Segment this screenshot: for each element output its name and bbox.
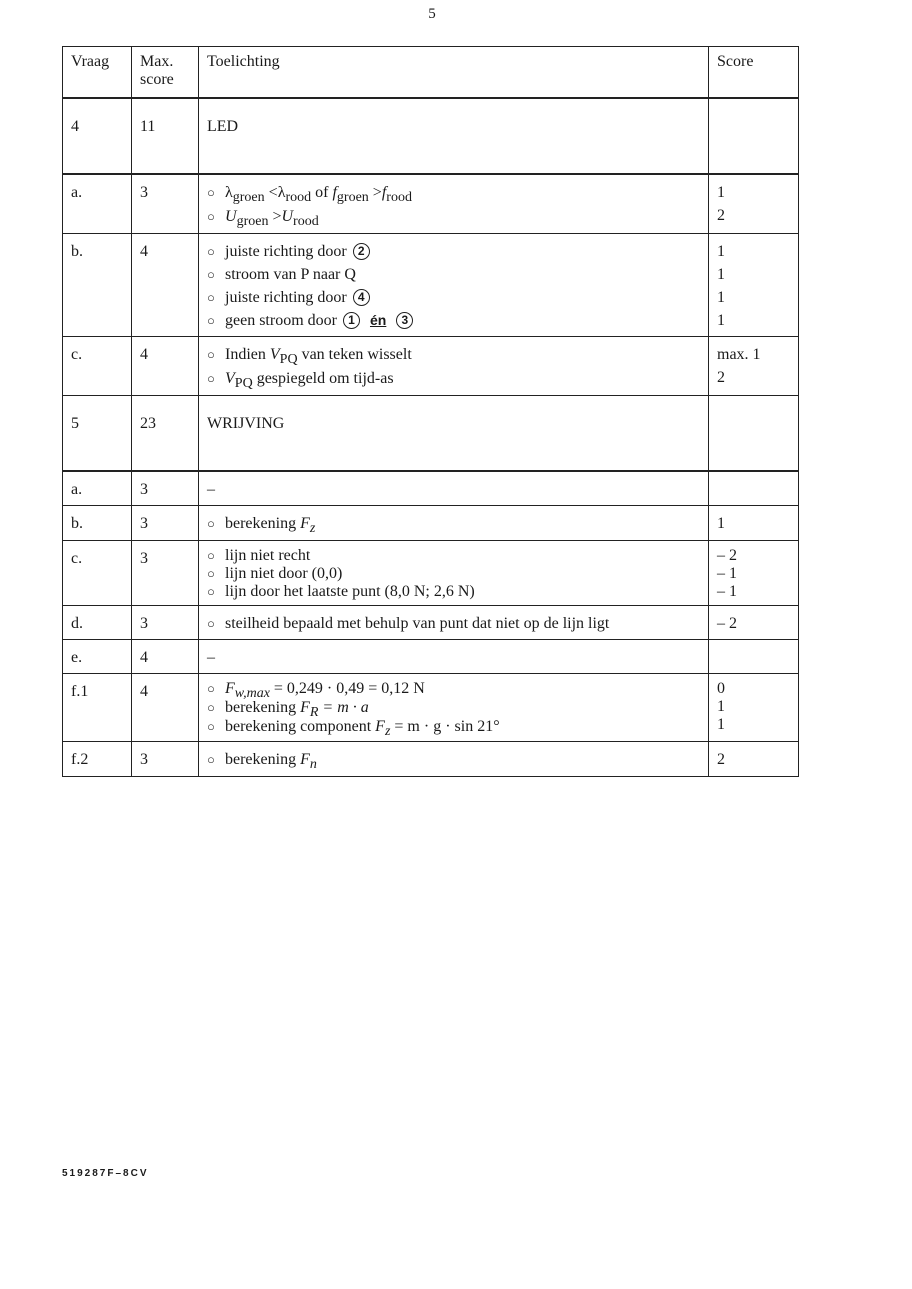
sub-max: 4 xyxy=(132,674,199,742)
bullet-icon: ○ xyxy=(207,267,215,282)
header-vraag: Vraag xyxy=(63,47,132,99)
criterion: ○ Ugroen >Urood xyxy=(207,205,700,229)
sub-label: b. xyxy=(63,234,132,337)
page-number: 5 xyxy=(428,6,436,22)
subquestion-row xyxy=(63,640,799,674)
subquestion-row xyxy=(63,606,799,640)
subquestion-row xyxy=(63,234,799,337)
bullet-icon: ○ xyxy=(207,566,215,581)
criteria: – xyxy=(199,640,709,674)
header-max-score: Max. score xyxy=(132,47,199,99)
bullet-icon: ○ xyxy=(207,548,215,563)
subquestion-row xyxy=(63,674,799,742)
bullet-icon: ○ xyxy=(207,681,215,696)
criterion: ○ steilheid bepaald met behulp van punt dat niet op de lijn ligt xyxy=(207,612,700,635)
criterion: ○ lijn niet recht xyxy=(207,547,311,564)
document-code: 519287F–8CV xyxy=(62,1168,149,1179)
question-number: 5 xyxy=(63,396,132,472)
sub-max: 3 xyxy=(132,742,199,777)
bullet-icon: ○ xyxy=(207,244,215,259)
subquestion-row xyxy=(63,742,799,777)
sub-label: a. xyxy=(63,174,132,234)
sub-max: 4 xyxy=(132,337,199,396)
circled-number-icon: 1 xyxy=(343,312,360,329)
question-row xyxy=(63,98,799,174)
bullet-icon: ○ xyxy=(207,209,215,224)
question-number: 4 xyxy=(63,98,132,174)
criterion: ○ berekening Fz xyxy=(207,512,700,536)
question-max: 23 xyxy=(132,396,199,472)
question-title: LED xyxy=(199,98,709,174)
criteria xyxy=(199,742,709,777)
sub-max: 4 xyxy=(132,640,199,674)
bullet-icon: ○ xyxy=(207,185,215,200)
scores: max. 1 2 xyxy=(709,337,799,396)
sub-label: b. xyxy=(63,506,132,541)
bullet-icon: ○ xyxy=(207,616,215,631)
sub-label: c. xyxy=(63,541,132,606)
scores: – 2 – 1 – 1 xyxy=(709,541,799,606)
criteria xyxy=(199,234,709,337)
header-toelichting: Toelichting xyxy=(199,47,709,99)
criterion: ○ Indien VPQ van teken wisselt xyxy=(207,343,700,367)
subquestion-row xyxy=(63,174,799,234)
bullet-icon: ○ xyxy=(207,752,215,767)
criterion: ○ berekening component Fz = m · g · sin 21° xyxy=(207,718,500,739)
criterion: ○ berekening Fn xyxy=(207,748,700,772)
sub-max: 3 xyxy=(132,606,199,640)
criteria xyxy=(199,674,709,742)
scores: 0 1 1 xyxy=(709,674,799,742)
sub-label: d. xyxy=(63,606,132,640)
sub-label: f.2 xyxy=(63,742,132,777)
bullet-icon: ○ xyxy=(207,516,215,531)
criterion: ○ juiste richting door 2 xyxy=(207,240,700,263)
sub-max: 3 xyxy=(132,541,199,606)
bullet-icon: ○ xyxy=(207,700,215,715)
question-max: 11 xyxy=(132,98,199,174)
criteria xyxy=(199,541,709,606)
circled-number-icon: 4 xyxy=(353,289,370,306)
criterion: ○ VPQ gespiegeld om tijd-as xyxy=(207,367,700,391)
circled-number-icon: 3 xyxy=(396,312,413,329)
sub-max: 3 xyxy=(132,174,199,234)
criterion: ○ lijn door het laatste punt (8,0 N; 2,6 N) xyxy=(207,583,475,600)
header-score: Score xyxy=(709,47,799,99)
header-row xyxy=(63,47,799,99)
sub-label: e. xyxy=(63,640,132,674)
question-row xyxy=(63,396,799,472)
scoring-table xyxy=(62,46,799,777)
criterion: ○ Fw,max = 0,249 · 0,49 = 0,12 N xyxy=(207,680,425,701)
scores: 1 xyxy=(709,506,799,541)
criterion: ○ berekening FR = m · a xyxy=(207,699,369,720)
scores: 2 xyxy=(709,742,799,777)
sub-label: c. xyxy=(63,337,132,396)
bullet-icon: ○ xyxy=(207,290,215,305)
subquestion-row xyxy=(63,541,799,606)
bullet-icon: ○ xyxy=(207,584,215,599)
scores: 1 2 xyxy=(709,174,799,234)
question-title: WRIJVING xyxy=(199,396,709,472)
criterion: ○ juiste richting door 4 xyxy=(207,286,700,309)
circled-number-icon: 2 xyxy=(353,243,370,260)
criterion: ○ λgroen <λrood of fgroen >frood xyxy=(207,181,700,205)
sub-max: 3 xyxy=(132,506,199,541)
scores: 1 1 1 1 xyxy=(709,234,799,337)
criteria: – xyxy=(199,471,709,506)
criteria xyxy=(199,337,709,396)
bullet-icon: ○ xyxy=(207,313,215,328)
bullet-icon: ○ xyxy=(207,347,215,362)
criteria xyxy=(199,506,709,541)
criterion: ○ geen stroom door 1 én 3 xyxy=(207,309,700,332)
bullet-icon: ○ xyxy=(207,371,215,386)
criterion: ○ stroom van P naar Q xyxy=(207,263,700,286)
subquestion-row xyxy=(63,337,799,396)
sub-max: 3 xyxy=(132,471,199,506)
subquestion-row xyxy=(63,506,799,541)
sub-max: 4 xyxy=(132,234,199,337)
criteria xyxy=(199,606,709,640)
sub-label: f.1 xyxy=(63,674,132,742)
scores: – 2 xyxy=(709,606,799,640)
bullet-icon: ○ xyxy=(207,719,215,734)
subquestion-row xyxy=(63,471,799,506)
sub-label: a. xyxy=(63,471,132,506)
criteria xyxy=(199,174,709,234)
criterion: ○ lijn niet door (0,0) xyxy=(207,565,343,582)
